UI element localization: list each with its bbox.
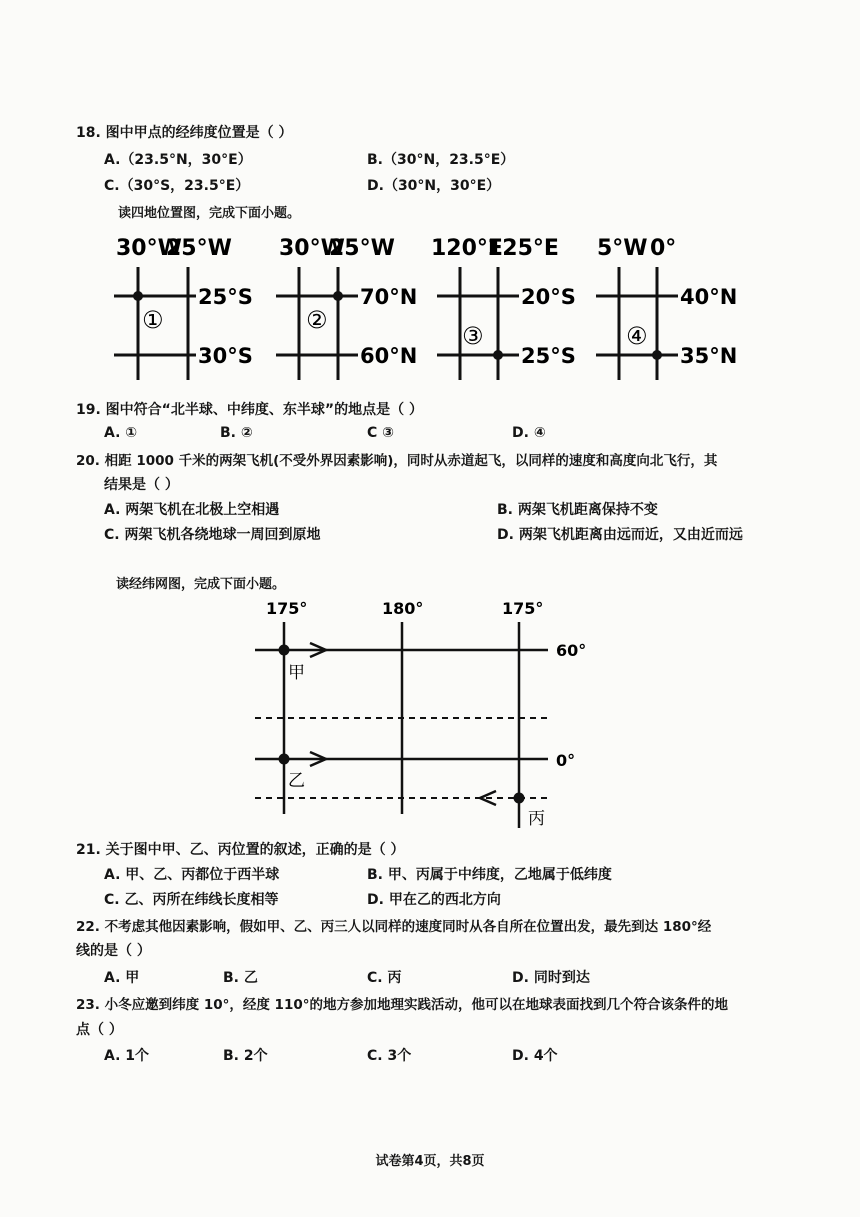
grid-1-lon-right: 25°W [166,236,232,261]
grid-1 [114,236,253,380]
grid-1-lat-bottom: 30°S [198,344,253,368]
q22-stem-line1: 22. 不考虑其他因素影响，假如甲、乙、丙三人以同样的速度同时从各自所在位置出发，最先到达 180°经 [76,919,712,935]
grid-3-mark: ③ [462,322,484,350]
q22-option-a: A. 甲 [104,970,140,986]
q23-option-a: A. 1个 [104,1048,150,1064]
graticule-diagram [250,596,600,831]
grid-4-lat-bottom: 35°N [680,344,738,368]
lat-label-60: 60° [556,641,587,660]
q20-option-a: A. 两架飞机在北极上空相遇 [104,502,280,518]
q21-option-d: D. 甲在乙的西北方向 [367,892,501,908]
q20-option-b: B. 两架飞机距离保持不变 [497,502,658,518]
four-place-grid-diagram [100,222,750,384]
section-intro-graticule: 读经纬网图，完成下面小题。 [116,577,286,592]
page-footer: 试卷第4页，共8页 [375,1154,485,1169]
grid-3-lon-right: 125°E [487,236,559,261]
grid-4 [596,236,737,380]
lat-label-0: 0° [556,751,576,770]
q18-option-b: B.（30°N，23.5°E） [367,152,515,168]
q19-option-d: D. ④ [512,425,546,441]
grid-2-lat-top: 70°N [360,285,418,309]
label-jia: 甲 [288,663,305,683]
q19-option-c: C ③ [367,425,395,441]
q21-stem: 21. 关于图中甲、乙、丙位置的叙述，正确的是（ ） [76,842,405,858]
grid-1-lon-left: 30°W [116,236,182,261]
q23-stem-line1: 23. 小冬应邀到纬度 10°，经度 110°的地方参加地理实践活动，他可以在地球表面找到几个符合该条件的地 [76,997,728,1013]
grid-3 [431,236,576,380]
q20-option-c: C. 两架飞机各绕地球一周回到原地 [104,527,321,543]
q19-option-a: A. ① [104,425,138,441]
lon-label-175-left: 175° [266,599,308,618]
q22-stem-line2: 线的是（ ） [76,943,151,959]
q21-option-b: B. 甲、丙属于中纬度，乙地属于低纬度 [367,867,612,883]
q19-stem: 19. 图中符合“北半球、中纬度、东半球”的地点是（ ） [76,402,423,418]
q23-option-b: B. 2个 [223,1048,268,1064]
lon-label-175-right: 175° [502,599,544,618]
q20-option-d: D. 两架飞机距离由远而近，又由近而远 [497,527,743,543]
grid-4-lat-top: 40°N [680,285,738,309]
grid-2-lat-bottom: 60°N [360,344,418,368]
q20-stem-line1: 20. 相距 1000 千米的两架飞机(不受外界因素影响)，同时从赤道起飞，以同样的速度和高度向北飞行，其 [76,453,718,469]
grid-2-mark: ② [306,306,328,334]
grid-3-point [493,350,503,360]
q21-option-c: C. 乙、丙所在纬线长度相等 [104,892,279,908]
q22-option-c: C. 丙 [367,970,402,986]
q18-option-d: D.（30°N，30°E） [367,178,501,194]
grid-4-point [652,350,662,360]
q18-stem: 18. 图中甲点的经纬度位置是（ ） [76,125,293,141]
grid-1-mark: ① [142,306,164,334]
point-bing [514,793,525,804]
q22-option-b: B. 乙 [223,970,258,986]
grid-3-lat-bottom: 25°S [521,344,576,368]
q19-option-b: B. ② [220,425,253,441]
lon-label-180: 180° [382,599,424,618]
section-intro-four-places: 读四地位置图，完成下面小题。 [118,206,301,221]
q22-option-d: D. 同时到达 [512,970,590,986]
grid-4-lon-right: 0° [650,236,677,261]
q23-option-c: C. 3个 [367,1048,412,1064]
q18-option-c: C.（30°S，23.5°E） [104,178,250,194]
grid-2 [276,236,417,380]
point-jia [279,645,290,656]
grid-2-point [333,291,343,301]
point-yi [279,754,290,765]
grid-2-lon-left: 30°W [279,236,345,261]
grid-3-lon-left: 120°E [431,236,503,261]
grid-4-mark: ④ [626,322,648,350]
q23-option-d: D. 4个 [512,1048,558,1064]
grid-4-lon-left: 5°W [597,236,648,261]
q23-stem-line2: 点（ ） [76,1022,123,1038]
label-yi: 乙 [288,771,305,791]
grid-1-point [133,291,143,301]
q20-stem-line2: 结果是（ ） [104,477,179,493]
grid-3-lat-top: 20°S [521,285,576,309]
grid-2-lon-right: 25°W [329,236,395,261]
q18-option-a: A.（23.5°N，30°E） [104,152,252,168]
q21-option-a: A. 甲、乙、丙都位于西半球 [104,867,280,883]
grid-1-lat-top: 25°S [198,285,253,309]
label-bing: 丙 [528,809,545,829]
